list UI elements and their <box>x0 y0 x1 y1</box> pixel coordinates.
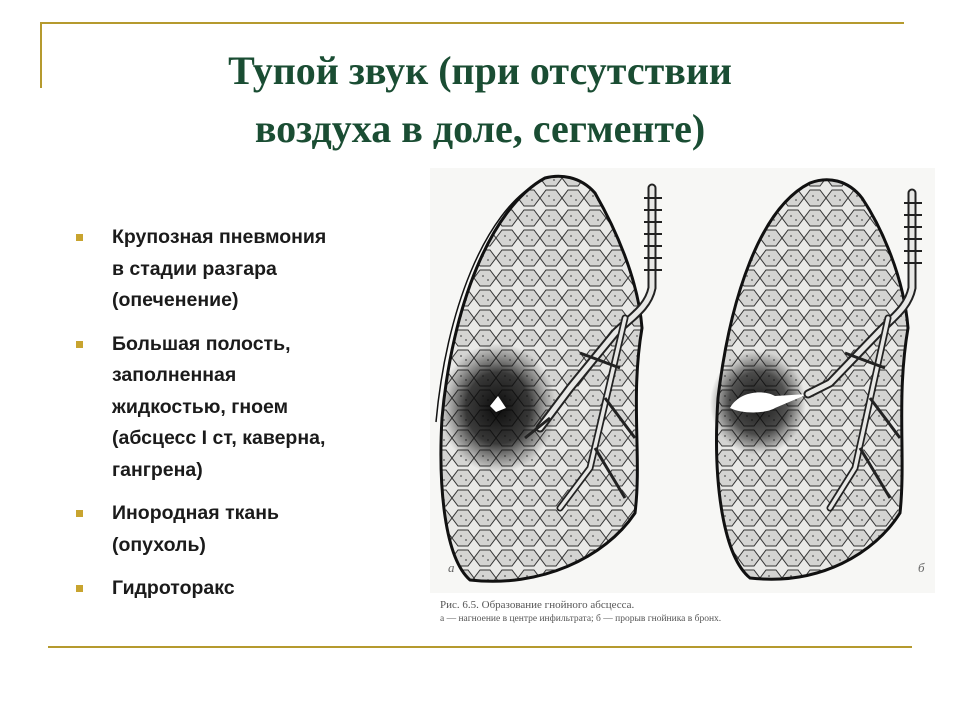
bullet-text: Большая полость, заполненная жидкостью, гноем (абсцесс I ст, каверна, гангрена) <box>112 332 326 481</box>
bullet-text: Инородная ткань (опухоль) <box>112 502 279 556</box>
slide-title <box>60 42 900 158</box>
title-line-2: воздуха в доле, сегменте) <box>254 106 706 151</box>
bullet-square-icon <box>76 234 83 241</box>
frame-left-rule <box>40 22 42 88</box>
lung-drawing <box>430 168 935 593</box>
bullet-text: Гидроторакс <box>112 577 235 599</box>
frame-bottom-rule <box>48 646 912 648</box>
bullet-square-icon <box>76 510 83 517</box>
bullet-item <box>72 222 412 317</box>
bullet-item <box>72 498 412 561</box>
title-line-1: Тупой звук (при отсутствии <box>228 48 732 93</box>
frame-top-rule <box>40 22 904 24</box>
caption-line-2: а — нагноение в центре инфильтрата; б — прорыв гнойника в бронх. <box>440 614 722 624</box>
caption-line-1: Рис. 6.5. Образование гнойного абсцесса. <box>440 599 635 611</box>
figure-label-b: б <box>918 560 925 575</box>
bullet-item <box>72 573 412 605</box>
lung-b <box>710 180 922 579</box>
bullet-text: Крупозная пневмония в стадии разгара (опеченение) <box>112 226 327 311</box>
figure-caption <box>440 598 910 626</box>
bullet-item <box>72 329 412 487</box>
bullet-square-icon <box>76 585 83 592</box>
lung-abscess-illustration <box>430 168 935 593</box>
figure-label-a: а <box>448 560 455 575</box>
bullet-list <box>72 222 412 617</box>
lung-a <box>436 176 662 581</box>
bullet-square-icon <box>76 341 83 348</box>
